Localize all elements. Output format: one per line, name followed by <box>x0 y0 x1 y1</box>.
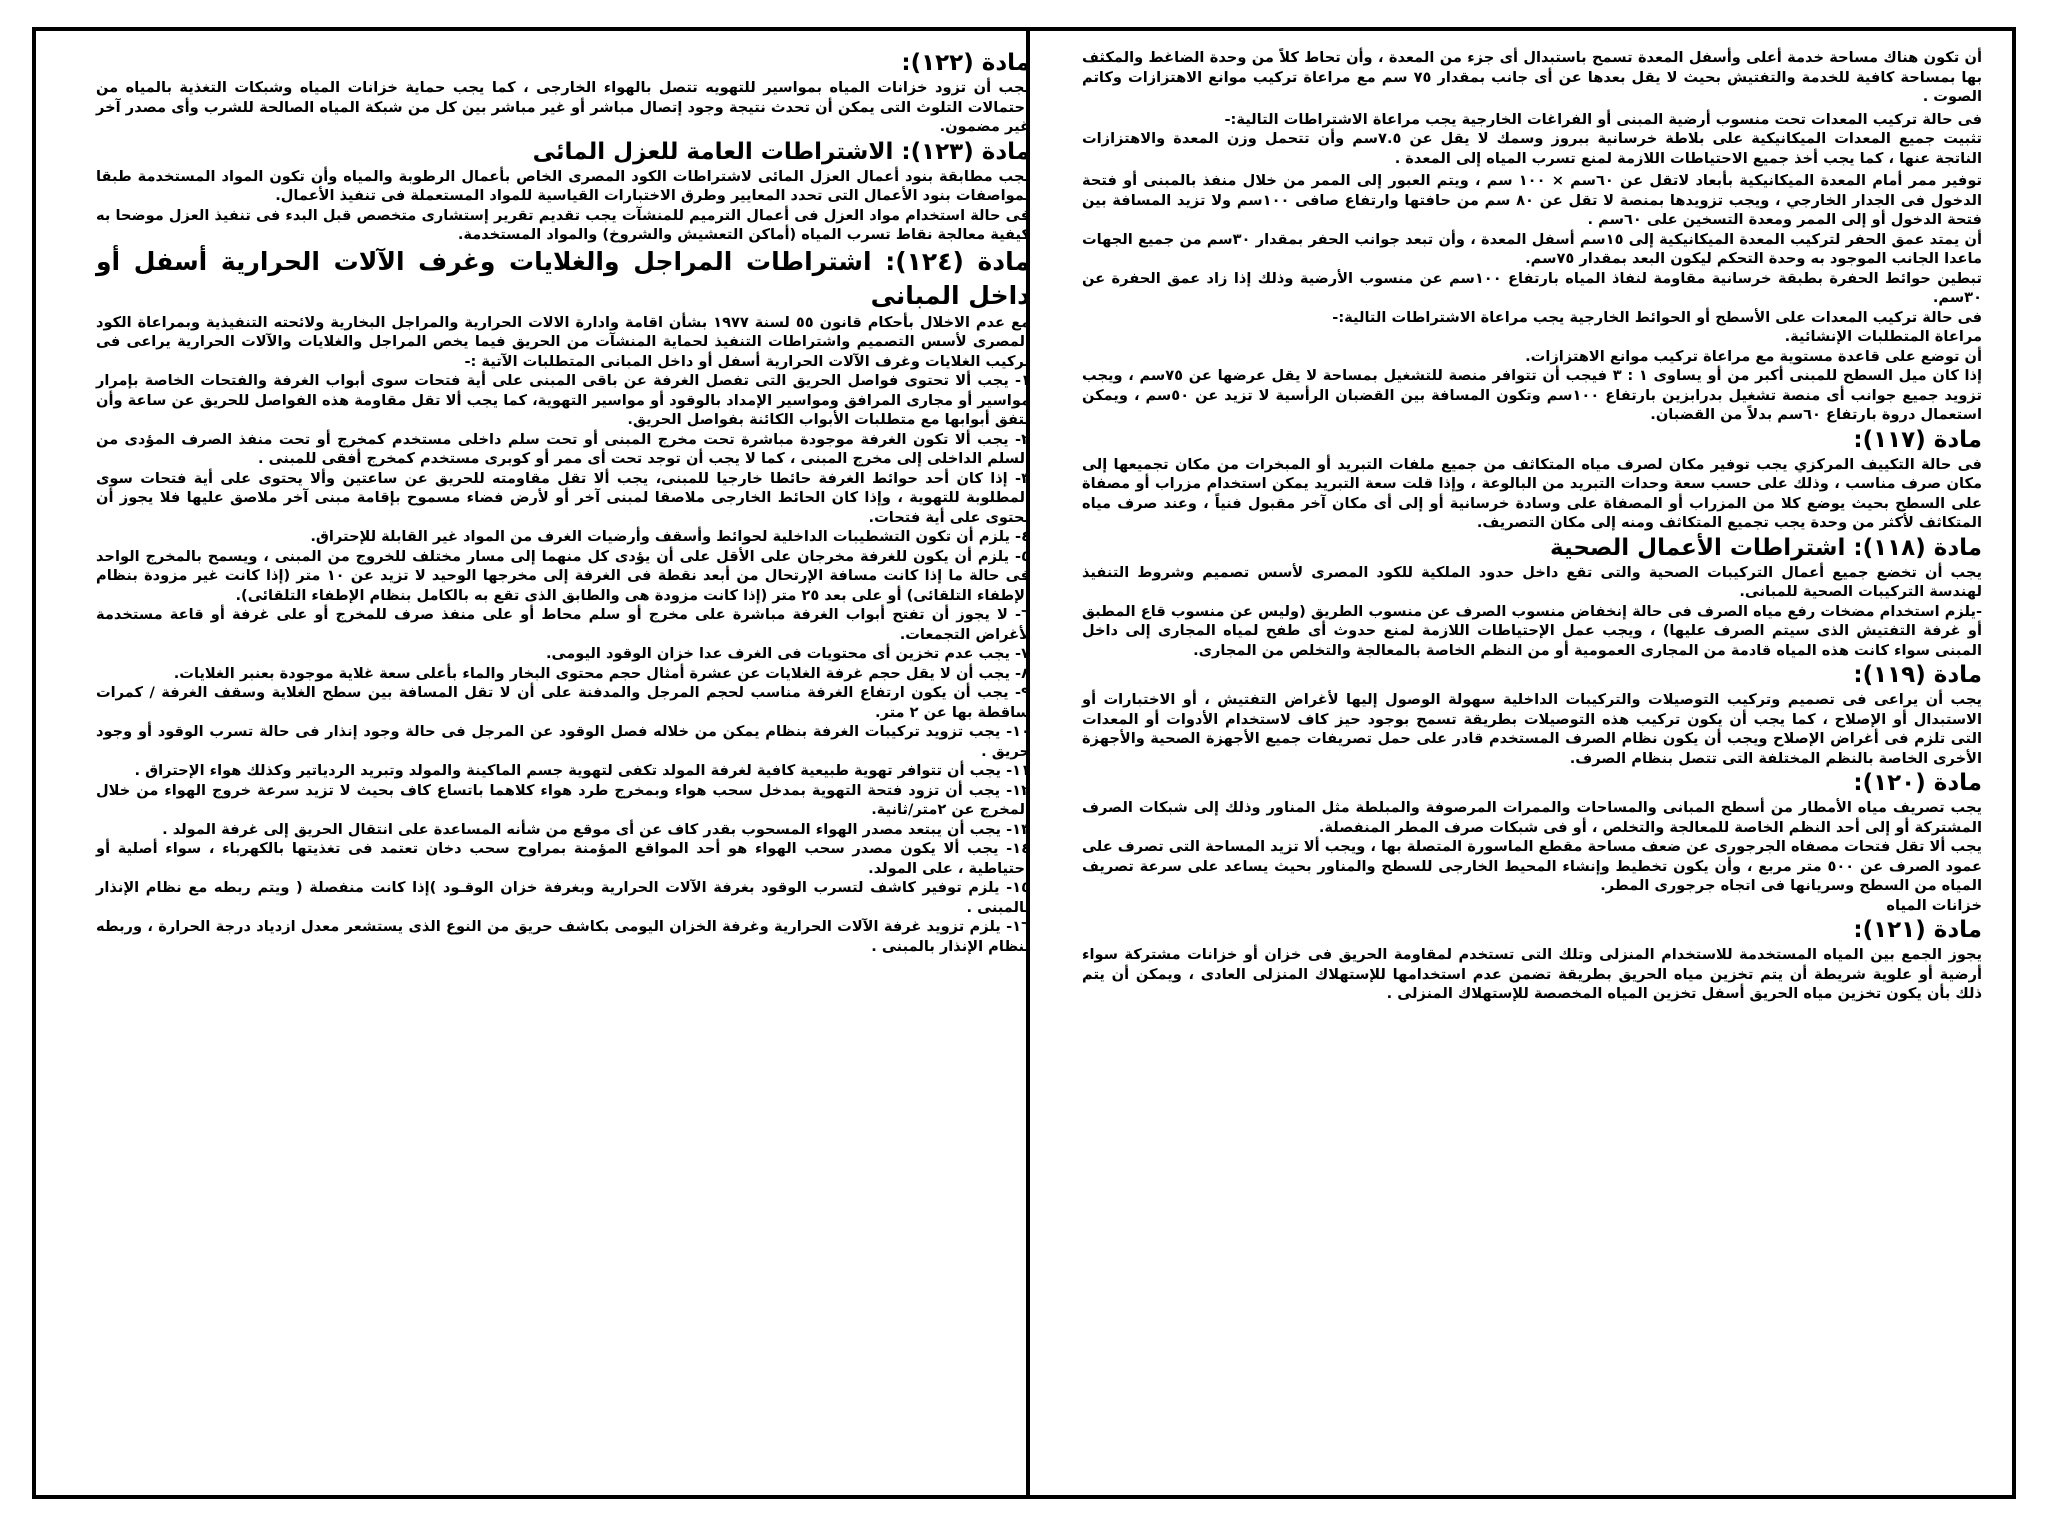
list-item: ٣- إذا كان أحد حوائط الغرفة حائطا خارجيا للمبنى، يجب ألا تقل مقاومته للحريق عن ساعتين وألا يحتوى على أية فتحات سوى المطلوبة للتهوية ، وإذا كان الحائط الخارجى ملاصقا لمبنى آخر أو لأرض فضاء مسموح بإقامة مبنى آخر ملاصق عليها فلا يجوز أن يحتوى على أية فتحات. <box>96 469 1030 526</box>
list-item: ٧- يجب عدم تخزين أى محتويات فى الغرف عدا خزان الوقود اليومى. <box>545 645 1030 662</box>
paragraph: أن توضع على قاعدة مستوية مع مراعاة تركيب موانع الاهتزازات. <box>1525 347 1982 365</box>
paragraph: إذا كان ميل السطح للمبنى أكبر من أو يساوى ١ : ٣ فيجب أن تتوافر منصة للتشغيل بمساحة لا يقل عرضها عن ٧٥سم ، ويجب تزويد جميع جوانب أى منصة تشغيل بدرابزين بارتفاع ١٠٠سم وتكون المسافة بين القضبان الرأسية لا تزيد عن ٥٠سم ، ويمكن استعمال دروة بارتفاع ٦٠سم بدلاً من القضبان. <box>1082 367 1983 423</box>
list-item: ٢- يجب ألا تكون الغرفة موجودة مباشرة تحت مخرج المبنى أو تحت سلم داخلى مستخدم كمخرج أو تحت منفذ الصرف المؤدى من السلم الداخلى إلى مخرج المبنى ، كما لا يجب أن توجد تحت أى ممر أو كوبرى مستخدم كمخرج أفقى للمبنى . <box>96 430 1030 467</box>
paragraph: يجب ألا تقل فتحات مصفاه الجرجورى عن ضعف مساحة مقطع الماسورة المتصلة بها ، ويجب ألا تزيد المساحة التى تصرف على عمود الصرف عن ٥٠٠ متر مربع ، وأن يكون تخطيط وإنشاء المحيط الخارجى للسطح والمناور بحيث يساعد على سرعة تصريف المياه من السطح وسريانها فى اتجاه جرجورى المطر. <box>1082 838 1982 894</box>
paragraph: يجب تصريف مياه الأمطار من أسطح المبانى والمساحات والممرات المرصوفة والمبلطة مثل المناور وذلك إلى شبكات الصرف المشتركة أو إلى أحد النظم الخاصة للمعالجة والتخلص ، أو فى شبكات صرف المطر المنفصلة. <box>1082 799 1982 836</box>
paragraph: أن تكون هناك مساحة خدمة أعلى وأسفل المعدة تسمح باستبدال أى جزء من المعدة ، وأن تحاط كلاً من وحدة الضاغط والمكثف بها بمساحة كافية للخدمة والتفتيش بحيث لا يقل بعدها عن أى جانب بمقدار ٧٥ سم مع مراعاة تركيب موانع الاهتزازات وكاتم الصوت . <box>1082 49 1982 105</box>
list-item: ١٦- يلزم تزويد غرفة الآلات الحرارية وغرفة الخزان اليومى بكاشف حريق من النوع الذى يستشعر معدل ازدياد درجة الحرارة ، وربطه بنظام الإنذار بالمبنى . <box>96 918 1030 955</box>
list-item: ١٥- يلزم توفير كاشف لتسرب الوقود بغرفة الآلات الحرارية وبغرفة خزان الوقـود )إذا كانت منفصلة ( ويتم ربطه مع نظام الإنذار بالمبنى . <box>96 879 1030 916</box>
list-item: ١- يجب ألا تحتوى فواصل الحريق التى تفصل الغرفة عن باقى المبنى على أية فتحات سوى أبواب الغرفة والفتحات الخاصة بإمرار مواسير أو مجارى المرافق ومواسير الإمداد بالوقود أو مواسير التهوية، كما يجب ألا تقل مقاومة هذه الفواصل للحريق عن ساعة وأن تتفق أبوابها مع متطلبات الأبواب الكائنة بفواصل الحريق. <box>96 372 1030 428</box>
paragraph: تبطين حوائط الحفرة بطبقة خرسانية مقاومة لنفاذ المياه بارتفاع ١٠٠سم عن منسوب الأرضية وذلك إذا زاد عمق الحفرة عن ٣٠سم. <box>1082 269 1982 306</box>
paragraph: فى حالة تركيب المعدات على الأسطح أو الحوائط الخارجية يجب مراعاة الاشتراطات التالية:- <box>1332 308 1982 326</box>
subheading: خزانات المياه <box>1886 896 1982 914</box>
article-heading-119: مادة (١١٩): <box>1853 662 1982 688</box>
paragraph: يجب أن تخضع جميع أعمال التركيبات الصحية والتى تقع داخل حدود الملكية للكود المصرى لأسس تصميم وشروط التنفيذ لهندسة التركيبات الصحية للمبانى. <box>1082 563 1982 600</box>
paragraph: فى حالة استخدام مواد العزل فى أعمال الترميم للمنشآت يجب تقديم تقرير إستشارى متخصص قبل البدء فى تنفيذ العزل موضحا به كيفية معالجة نقاط تسرب المياه (أماكن التعشيش والشروخ) والمواد المستخدمة. <box>96 206 1030 243</box>
paragraph: مراعاة المتطلبات الإنشائية. <box>1784 328 1982 345</box>
paragraph: يجب مطابقة بنود أعمال العزل المائى لاشتراطات الكود المصرى الخاص بأعمال الرطوبة والمياه وأن تكون المواد المستخدمة طبقا لمواصفات بنود الأعمال التى تحدد المعايير وطرق الاختبارات القياسية للمواد المستعملة فى تنفيذ الأعمال. <box>96 167 1030 204</box>
list-item: ١٤- يجب ألا يكون مصدر سحب الهواء هو أحد المواقع المؤمنة بمراوح سحب دخان تعتمد فى تغذيتها بالكهرباء ، سواء أصلية أو احتياطية ، على المولد. <box>96 840 1030 877</box>
paragraph: يجوز الجمع بين المياه المستخدمة للاستخدام المنزلى وتلك التى تستخدم لمقاومة الحريق فى خزان أو خزانات مشتركة سواء أرضية أو علوية شريطة أن يتم تخزين مياه الحريق بطريقة تضمن عدم استخدامها للإستهلاك المنزلى العادى ، ويمكن أن يتم ذلك بأن يكون تخزين مياه الحريق أسفل تخزين المياه المخصصة للإستهلاك المنزلى . <box>1082 946 1982 1002</box>
list-item: ١٢- يجب أن تزود فتحة التهوية بمدخل سحب هواء وبمخرج طرد هواء كلاهما باتساع كاف بحيث لا تزيد سرعة خروج الهواء من خلال المخرج عن ٢متر/ثانية. <box>96 781 1030 818</box>
article-heading-117: مادة (١١٧): <box>1853 426 1982 453</box>
list-item: ١٠- يجب تزويد تركيبات الغرفة بنظام يمكن من خلاله فصل الوقود عن المرجل فى حالة وجود إنذار فى حالة تسرب الوقود أو وجود حريق . <box>96 723 1030 760</box>
paragraph: أن يمتد عمق الحفر لتركيب المعدة الميكانيكية إلى ١٥سم أسفل المعدة ، وأن تبعد جوانب الحفر بمقدار ٣٠سم من جميع الجهات ماعدا الجانب الموجود به وحدة التحكم ليكون البعد بمقدار ٧٥سم. <box>1082 230 1982 267</box>
paragraph: -يلزم استخدام مضخات رفع مياه الصرف فى حالة إنخفاض منسوب الصرف عن منسوب الطريق (وليس عن منسوب قاع المطبق أو غرفة التفتيش الذى سيتم الصرف عليها) ، ويجب عمل الإحتياطات اللازمة لمنع حدوث أى طفح لمياه المجارى إلى داخل المبنى سواء كانت هذه المياه قادمة من المجارى العمومية أو من النظم الخاصة بالمعالجة والتخلص من المجارى. <box>1082 602 1982 659</box>
paragraph: تثبيت جميع المعدات الميكانيكية على بلاطة خرسانية ببروز وسمك لا يقل عن ٧.٥سم وأن تتحمل وزن المعدة والاهتزازات الناتجة عنها ، كما يجب أخذ جميع الاحتياطات اللازمة لمنع تسرب المياه إلى المعدة . <box>1082 130 1983 167</box>
article-heading-122: مادة (١٢٢): <box>901 50 1030 76</box>
article-heading-118: مادة (١١٨): اشتراطات الأعمال الصحية <box>1550 534 1982 561</box>
article-heading-120: مادة (١٢٠): <box>1853 770 1982 796</box>
article-heading-121: مادة (١٢١): <box>1853 917 1982 943</box>
list-item: ٩- يجب أن يكون ارتفاع الغرفة مناسب لحجم المرجل والمدفنة على أن لا تقل المسافة بين سطح الغلاية وسقف الغرفة / كمرات ساقطة بها عن ٢ متر. <box>96 684 1030 721</box>
list-item: ١١- يجب أن تتوافر تهوية طبيعية كافية لغرفة المولد تكفى لتهوية جسم الماكينة والمولد وتبريد الردياتير وكذلك هواء الإحتراق . <box>134 762 1030 779</box>
left-column <box>96 48 1030 956</box>
list-item: ٤- يلزم أن تكون التشطيبات الداخلية لحوائط وأسقف وأرضيات الغرف من المواد غير القابلة للإحتراق. <box>310 528 1030 545</box>
right-column <box>1082 48 1982 1004</box>
list-item: ٨- يجب أن لا يقل حجم غرفة الغلايات عن عشرة أمثال حجم محتوى البخار والماء بأعلى سعة غلاية موجودة بعنبر الغلايات. <box>173 664 1030 682</box>
list-item: ١٣- يجب أن يبتعد مصدر الهواء المسحوب بقدر كاف عن أى موقع من شأنه المساعدة على انتقال الحريق إلى غرفة المولد . <box>162 820 1030 838</box>
paragraph: يجب أن تزود خزانات المياه بمواسير للتهويه تتصل بالهواء الخارجى ، كما يجب حماية خزانات المياه وشبكات التغذية بالمياه من إحتمالات التلوث التى يمكن أن تحدث نتيجة وجود إتصال مباشر أو غير مباشر بين كل من شبكة المياه الصالحة للشرب وأى مصدر آخر غير مضمون. <box>96 79 1030 135</box>
paragraph: توفير ممر أمام المعدة الميكانيكية بأبعاد لاتقل عن ٦٠سم × ١٠٠ سم ، ويتم العبور إلى الممر من خلال منفذ بالمبنى أو فتحة الدخول فى الجدار الخارجي ، ويجب تزويدها بمنصة لا تقل عن ٨٠ سم من حافتها وارتفاع صافى ١٠٠سم ولا تزيد المسافة بين فتحة الدخول أو إلى الممر ومعدة التسخين على ٦٠سم . <box>1082 172 1982 228</box>
article-heading-123: مادة (١٢٣): الاشتراطات العامة للعزل المائى <box>532 138 1030 165</box>
paragraph: فى حالة تركيب المعدات تحت منسوب أرضية المبنى أو الفراغات الخارجية يجب مراعاة الاشتراطات التالية:- <box>1224 110 1982 128</box>
paragraph: فى حالة التكييف المركزي يجب توفير مكان لصرف مياه المتكاثف من جميع ملفات التبريد أو المبخرات من مكان تجميعها إلى مكان صرف مناسب ، وذلك على حسب سعة وحدات التبريد من البالوعة ، وإذا قلت سعة التبريد يمكن استخدام مزراب أو مصفاة على السطح بحيث يوضع كلا من المزراب أو المصفاة على وسادة خرسانية أو إلى أى مكان آخر مقبول فنياً ، وعند صرف مياه المتكاثف لأكثر من وحدة يجب تجميع المتكاثف ومنه إلى مكان التصريف. <box>1082 455 1982 531</box>
article-heading-124: مادة (١٢٤): اشتراطات المراجل والغلايات وغرف الآلات الحرارية أسفل أو داخل المبانى <box>96 246 1030 310</box>
paragraph: مع عدم الاخلال بأحكام قانون ٥٥ لسنة ١٩٧٧ بشأن اقامة وادارة الالات الحرارية والمراجل البخارية ولائحته التنفيذية وبمراعاة الكود المصرى لأسس التصميم واشتراطات التنفيذ لحماية المنشآت من الحريق فيما يخص المراجل والغلايات والآلات الحرارية يراعى فى تركيب الغلايات وغرف الآلات الحرارية أسفل أو داخل المبانى المتطلبات الآتية :- <box>96 313 1030 370</box>
paragraph: يجب أن يراعى فى تصميم وتركيب التوصيلات والتركيبات الداخلية سهولة الوصول إليها لأغراض التفتيش ، أو الاختبارات أو الاستبدال أو الإصلاح ، كما يجب أن يكون تركيب هذه التوصيلات بطريقة تسمح بوجود حيز كاف لاستخدام الأدوات أو المعدات التى تلزم فى أغراض الإصلاح ويجب أن يكون نظام الصرف المستخدم قادر على حمل تصريفات جميع الأجهزة الصحية والأجهزة الأخرى الخاصة بالنظم المختلفة التى تتصل بنظام الصرف. <box>1082 691 1982 767</box>
list-item: ٦- لا يجوز أن تفتح أبواب الغرفة مباشرة على مخرج أو سلم محاط أو على منفذ صرف للمخرج أو على غرفة أو قاعة مستخدمة لأغراض التجمعات. <box>96 606 1030 643</box>
list-item: ٥- يلزم أن يكون للغرفة مخرجان على الأقل على أن يؤدى كل منهما إلى مسار مختلف للخروج من المبنى ، ويسمح بالمخرج الواحد فى حالة ما إذا كانت مسافة الإرتحال من أبعد نقطة فى الغرفة إلى مخرجها الوحيد لا تزيد عن ١٠ متر (إذا كانت غير مزودة بنظام الإطفاء التلقائى) أو على بعد ٢٥ متر (إذا كانت مزودة هى والطابق الذى تقع به بالكامل بنظام الإطفاء التلقائى). <box>96 547 1030 604</box>
